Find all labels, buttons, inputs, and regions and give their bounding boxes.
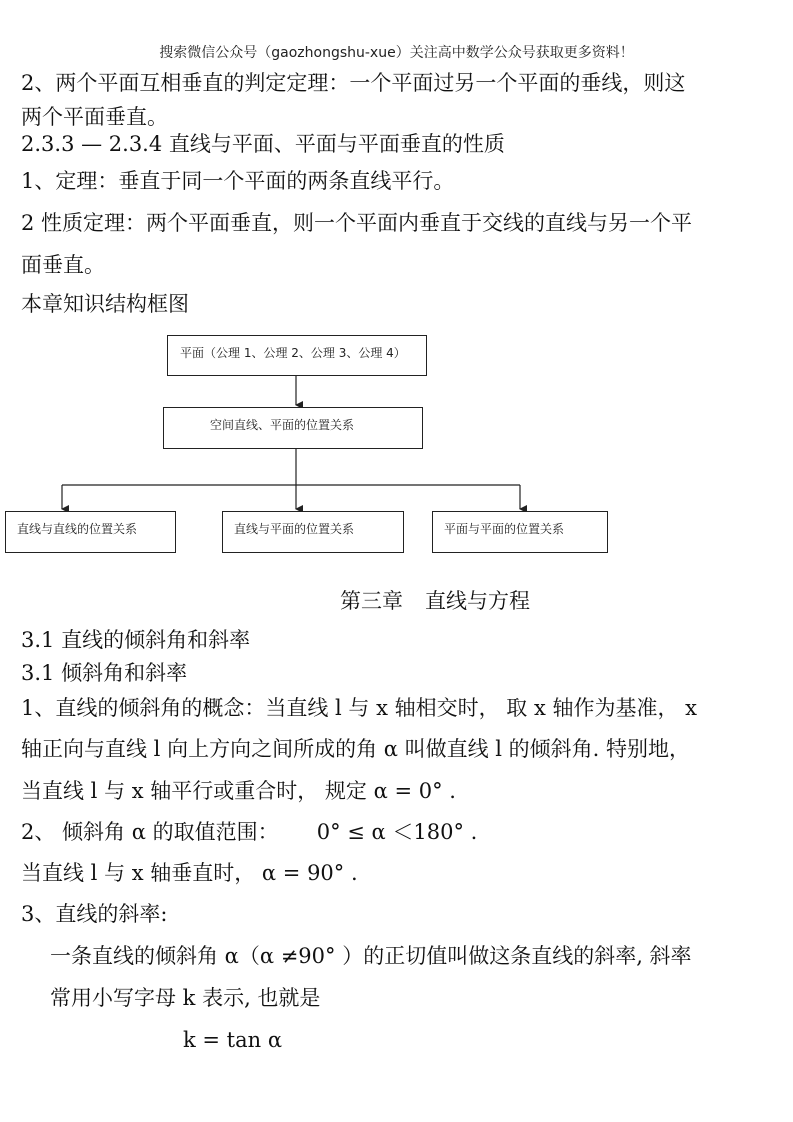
text-line: 轴正向与直线 l 向上方向之间所成的角 α 叫做直线 l 的倾斜角. 特别地， [21,737,691,761]
text-line: 当直线 l 与 x 轴平行或重合时， 规定 α = 0° . [21,779,456,803]
section-heading: 3.1 直线的倾斜角和斜率 [21,628,251,652]
box-plane-axioms [167,335,427,376]
text-line: 2、两个平面互相垂直的判定定理：一个平面过另一个平面的垂线，则这 [21,71,686,95]
box-label: 直线与平面的位置关系 [234,522,355,536]
box-label: 平面与平面的位置关系 [444,522,565,536]
text-line: 两个平面垂直。 [21,105,168,129]
text-line: 1、定理：垂直于同一个平面的两条直线平行。 [21,169,455,193]
text-line: 3、直线的斜率: [21,902,168,926]
text-line: 当直线 l 与 x 轴垂直时， α = 90° . [21,861,358,885]
box-label: 平面（公理 1、公理 2、公理 3、公理 4） [180,346,406,360]
chapter-title [340,585,530,615]
page-header: 搜索微信公众号（gaozhongshu-xue）关注高中数学公众号获取更多资料！ [159,45,634,61]
chapter-number: 第三章 [340,589,403,613]
text-line: 1、直线的倾斜角的概念：当直线 l 与 x 轴相交时， 取 x 轴作为基准， x [21,696,698,720]
text-line: 2 性质定理：两个平面垂直，则一个平面内垂直于交线的直线与另一个平 [21,211,693,235]
diagram-heading: 本章知识结构框图 [21,292,189,316]
box-line-line [5,511,176,553]
subsection-heading: 3.1 倾斜角和斜率 [21,661,188,685]
text-line: 常用小写字母 k 表示, 也就是 [50,986,321,1010]
box-plane-plane [432,511,608,553]
chapter-name: 直线与方程 [425,589,530,613]
box-label: 直线与直线的位置关系 [17,522,138,536]
box-label: 空间直线、平面的位置关系 [210,418,355,432]
section-heading: 2.3.3 — 2.3.4 直线与平面、平面与平面垂直的性质 [21,132,505,156]
slope-formula: k = tan α [183,1028,283,1052]
structure-diagram-connectors [0,0,793,560]
box-line-plane [222,511,404,553]
text-line: 一条直线的倾斜角 α（α ≠90° ）的正切值叫做这条直线的斜率, 斜率 [50,944,692,968]
box-spatial-relations [163,407,423,449]
text-line: 面垂直。 [21,253,105,277]
text-line: 2、 倾斜角 α 的取值范围： 0° ≤ α ＜180° . [21,820,478,844]
